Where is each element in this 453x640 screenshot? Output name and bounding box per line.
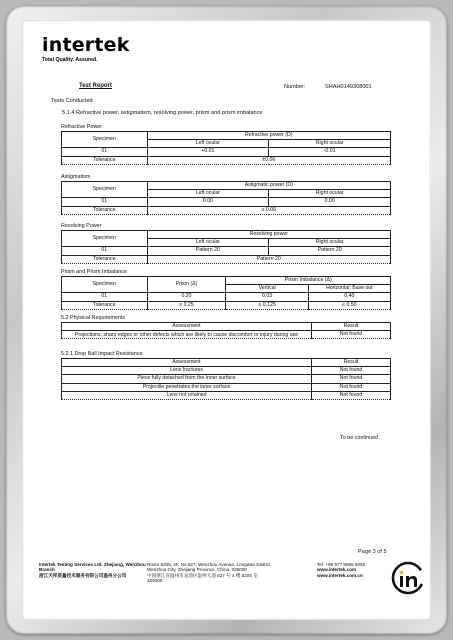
assessment-text: Piece fully detached from the inner surface	[62, 375, 312, 383]
prism-value: 0.20	[147, 293, 226, 301]
col-group: Prism Imbalance (Δ)	[226, 277, 391, 285]
footer-company	[39, 562, 155, 578]
refractive-power-title: Refractive Power	[61, 124, 103, 130]
table-row	[62, 359, 391, 367]
intertek-in-icon	[390, 560, 426, 596]
intertek-logo	[42, 36, 130, 63]
table-row	[62, 383, 391, 391]
drop-ball-block	[61, 351, 391, 400]
tolerance-label: Tolerance	[62, 255, 148, 263]
table-row	[62, 206, 391, 214]
col-horizontal: Horizontal; Base out	[308, 285, 390, 293]
company-name-cn: 浙江天祥质量技术服务有限公司温州分公司	[39, 572, 127, 578]
table-row	[62, 231, 391, 239]
astigmatism-table	[61, 181, 391, 215]
astigmatism-block	[61, 174, 391, 215]
refractive-power-table	[61, 131, 391, 165]
table-row	[62, 331, 391, 339]
tolerance-value: Pattern 20	[147, 255, 390, 263]
col-group: Astigmatic power (D)	[147, 182, 390, 190]
result-value: Not found	[312, 383, 391, 391]
report-title: Test Report	[79, 83, 112, 89]
tolerance-label: Tolerance	[62, 206, 148, 214]
table-row	[62, 182, 391, 190]
tolerance-label: Tolerance	[62, 301, 148, 309]
table-row	[62, 391, 391, 399]
logo-wordmark: intertek	[42, 34, 130, 56]
col-specimen: Specimen	[62, 132, 148, 148]
table-row	[62, 156, 391, 164]
drop-ball-table	[61, 358, 391, 400]
col-right-ocular: Right ocular	[269, 190, 391, 198]
section-heading: 5.1.4 Refractive power, astigmatism, resolving power, prism and prism imbalance	[62, 110, 263, 116]
report-page	[22, 20, 431, 620]
result-value: Not found	[312, 331, 391, 339]
address-cn: 中国浙江省温州市龙湾区温州大道 827 号 4 楼 8205 室	[147, 572, 258, 578]
table-row	[62, 323, 391, 331]
address-en: Room 8205, 4F, No.827, Wenzhou Avenue, Longwan District, Wenzhou City, Zhejiang Province, China. 325000	[147, 562, 272, 573]
col-assessment: Assessment	[62, 323, 312, 331]
col-specimen: Specimen	[62, 182, 148, 198]
result-value: Not found	[312, 367, 391, 375]
col-assessment: Assessment	[62, 359, 312, 367]
resolving-power-table	[61, 230, 391, 264]
drop-ball-title: 5.2.1 Drop Ball Impact Resistance	[61, 351, 143, 357]
col-prism: Prism (Δ)	[147, 277, 226, 293]
footer-website-link[interactable]: www.intertek.com	[317, 567, 357, 573]
assessment-text: Lens fractures	[62, 367, 312, 375]
tests-conducted-heading: Tests Conducted	[51, 98, 93, 104]
physical-requirements-table	[61, 322, 391, 339]
table-row	[62, 293, 391, 301]
col-right-ocular: Right ocular	[269, 140, 391, 148]
assessment-text: Projections, sharp edges or other defects which are likely to cause discomfort or injury during use	[62, 331, 312, 339]
to-be-continued: To be continued	[340, 435, 379, 441]
physical-requirements-title: 5.2 Physical Requirements	[61, 315, 126, 321]
left-value: +0.01	[147, 148, 269, 156]
page-number: Page 3 of 5	[358, 549, 387, 555]
table-row	[62, 367, 391, 375]
assessment-text: Lens not retained	[62, 391, 312, 399]
specimen-id: 01	[62, 148, 148, 156]
right-value: Pattern 20	[269, 247, 391, 255]
result-value: Not found	[312, 391, 391, 399]
table-row	[62, 277, 391, 285]
vertical-value: 0.03	[226, 293, 308, 301]
col-left-ocular: Left ocular	[147, 190, 269, 198]
astigmatism-title: Astigmatism	[61, 174, 91, 180]
col-group: Refractive power (D)	[147, 132, 390, 140]
table-row	[62, 375, 391, 383]
report-number-label: Number:	[284, 84, 306, 90]
logo-tagline: Total Quality. Assured.	[42, 57, 98, 63]
footer-address	[147, 562, 287, 584]
physical-requirements-block	[61, 315, 391, 339]
company-name-en: Intertek Testing Services Ltd. Zhejiang, Wenzhou Branch	[39, 562, 146, 573]
horizontal-value: 0.40	[308, 293, 390, 301]
table-row	[62, 132, 391, 140]
footer-tel: Tel: +86 577 8555 6055	[317, 562, 366, 567]
tolerance-prism: ≤ 0.25	[147, 301, 226, 309]
result-value: Not found	[312, 375, 391, 383]
specimen-id: 01	[62, 198, 148, 206]
col-result: Result	[312, 323, 391, 331]
col-specimen: Specimen	[62, 277, 148, 293]
specimen-id: 01	[62, 293, 148, 301]
col-result: Result	[312, 359, 391, 367]
col-right-ocular: Right ocular	[269, 239, 391, 247]
right-value: 0.00	[269, 198, 391, 206]
col-vertical: Vertical	[226, 285, 308, 293]
refractive-power-block	[61, 124, 391, 165]
prism-title: Prism and Prism Imbalance	[61, 269, 127, 275]
tolerance-vertical: ≤ 0.125	[226, 301, 308, 309]
tolerance-horizontal: ≤ 0.50	[308, 301, 390, 309]
tolerance-value: ≤ 0.06	[147, 206, 390, 214]
specimen-id: 01	[62, 247, 148, 255]
table-row	[62, 255, 391, 263]
tolerance-label: Tolerance	[62, 156, 148, 164]
tolerance-value: ±0.06	[147, 156, 390, 164]
assessment-text: Projectile penetrates the inner surface	[62, 383, 312, 391]
footer-website-cn-link[interactable]: www.intertek.com.cn	[317, 572, 363, 578]
col-specimen: Specimen	[62, 231, 148, 247]
left-value: 0.00	[147, 198, 269, 206]
right-value: -0.01	[269, 148, 391, 156]
left-value: Pattern 20	[147, 247, 269, 255]
table-row	[62, 301, 391, 309]
footer-contact	[317, 562, 397, 578]
table-row	[62, 198, 391, 206]
address-zip: 325000	[147, 578, 163, 584]
col-left-ocular: Left ocular	[147, 140, 269, 148]
table-row	[62, 247, 391, 255]
resolving-power-title: Resolving Power	[61, 223, 102, 229]
prism-block	[61, 269, 391, 310]
report-number-value: SHAH0149308001	[325, 84, 372, 90]
prism-table	[61, 276, 391, 310]
resolving-power-block	[61, 223, 391, 264]
table-row	[62, 148, 391, 156]
col-left-ocular: Left ocular	[147, 239, 269, 247]
col-group: Resolving power	[147, 231, 390, 239]
